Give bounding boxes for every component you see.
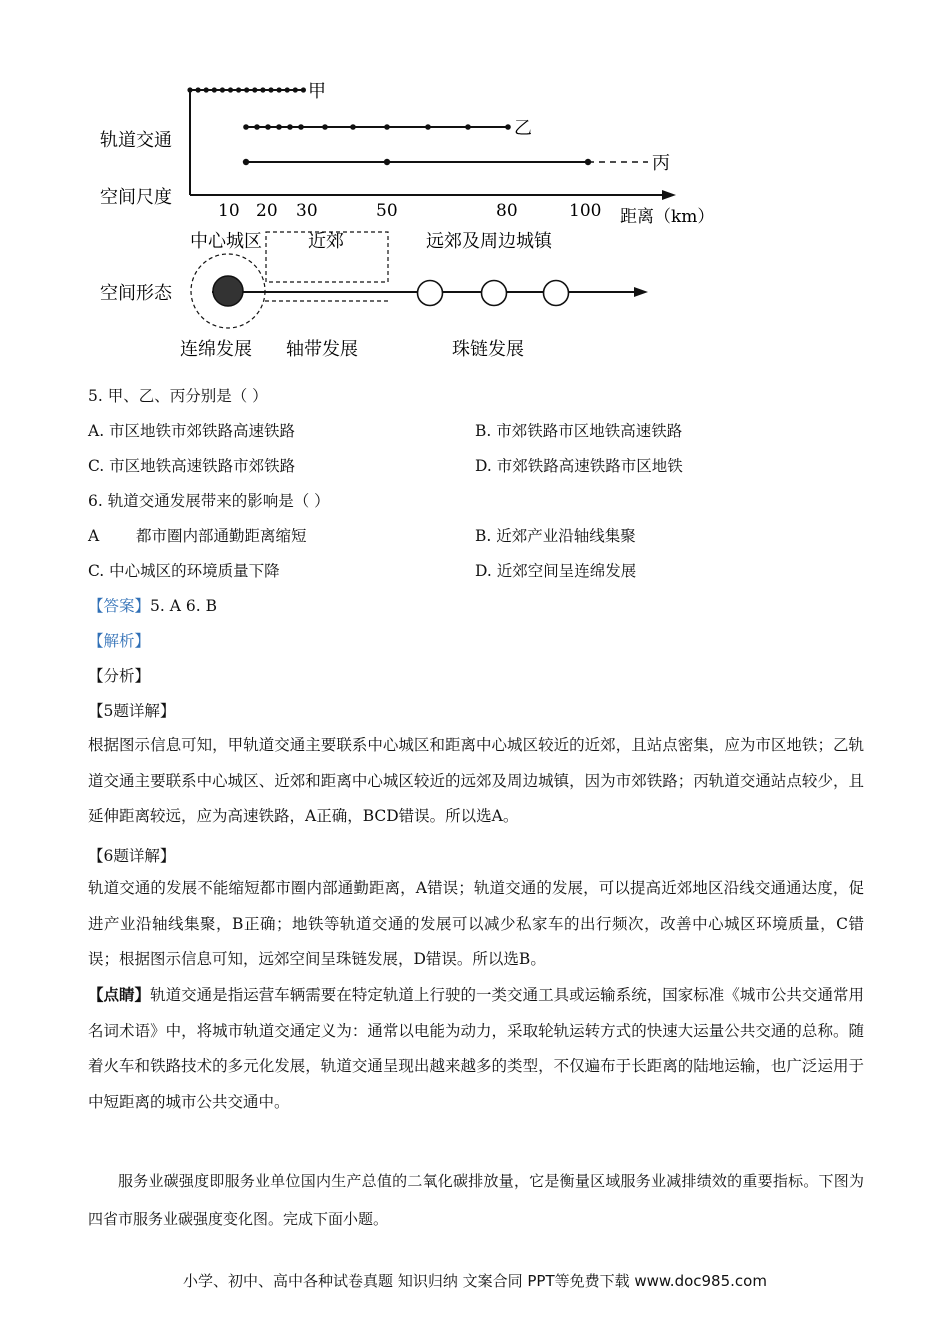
q6-option-a-letter: A — [88, 527, 100, 545]
jia-station-dot — [196, 87, 201, 92]
yi-station-dot — [298, 124, 304, 130]
rail-transit-diagram — [80, 70, 740, 380]
satellite-town-3 — [544, 281, 569, 306]
row-label-rail: 轨道交通 — [100, 130, 172, 151]
zone-center: 中心城区 — [190, 231, 262, 252]
jia-station-dot — [212, 87, 217, 92]
yi-station-dot — [287, 124, 293, 130]
jia-station-dot — [228, 87, 233, 92]
footer-text: 小学、初中、高中各种试卷真题 知识归纳 文案合同 PPT等免费下载 www.doc985.com — [183, 1272, 767, 1290]
yi-station-dot — [505, 124, 511, 130]
q5-option-c: C. 市区地铁高速铁路市郊铁路 — [88, 457, 296, 475]
tick-50: 50 — [376, 201, 398, 221]
q5-detail-tag: 【5题详解】 — [88, 702, 176, 720]
answer-tag: 【答案】 — [88, 597, 151, 615]
jia-station-dot — [301, 87, 306, 92]
q6-stem: 6. 轨道交通发展带来的影响是（ ） — [88, 492, 330, 510]
label-yi: 乙 — [514, 118, 532, 139]
dianjing-text: 轨道交通是指运营车辆需要在特定轨道上行驶的一类交通工具或运输系统，国家标准《城市公共交通常用名词术语》中，将城市轨道交通定义为：通常以电能为动力，采取轮轨运转方式的快速大运量公共交通的总称。随着火车和铁路技术的多元化发展，轨道交通呈现出越来越多的类型，不仅遍布于长距离的陆地运输，也广泛运用于中短距离的城市公共交通中。 — [88, 986, 864, 1111]
row-label-form: 空间形态 — [100, 283, 172, 304]
jia-station-dot — [252, 87, 257, 92]
q6-option-d: D. 近郊空间呈连绵发展 — [475, 562, 637, 580]
tick-30: 30 — [296, 201, 318, 221]
tick-100: 100 — [569, 201, 602, 221]
jia-station-dot — [187, 87, 192, 92]
form-axis-arrow — [634, 287, 648, 297]
q5-option-d: D. 市郊铁路高速铁路市区地铁 — [475, 457, 683, 475]
rail-bing-line — [243, 159, 648, 165]
mode-chain: 珠链发展 — [452, 339, 524, 360]
q5-option-b: B. 市郊铁路市区地铁高速铁路 — [475, 422, 683, 440]
satellite-town-2 — [482, 281, 507, 306]
q6-option-b: B. 近郊产业沿轴线集聚 — [475, 527, 636, 545]
satellite-town-1 — [418, 281, 443, 306]
jia-station-dot — [204, 87, 209, 92]
yi-station-dot — [465, 124, 471, 130]
q6-option-a-text: 都市圈内部通勤距离缩短 — [136, 527, 307, 545]
yi-station-dot — [350, 124, 356, 130]
fenxi-tag: 【分析】 — [88, 667, 151, 685]
row-label-scale: 空间尺度 — [100, 187, 172, 208]
answer-text: 5. A 6. B — [150, 597, 217, 615]
yi-station-dot — [254, 124, 260, 130]
mode-continuous: 连绵发展 — [180, 339, 252, 360]
jia-station-dot — [260, 87, 265, 92]
center-city-dot — [213, 276, 243, 306]
axis-label-distance: 距离（km） — [620, 207, 715, 227]
jia-station-dot — [285, 87, 290, 92]
tick-10: 10 — [218, 201, 240, 221]
zone-outer: 远郊及周边城镇 — [426, 231, 552, 252]
jia-station-dot — [220, 87, 225, 92]
label-bing: 丙 — [652, 153, 670, 174]
yi-station-dot — [265, 124, 271, 130]
jia-station-dot — [244, 87, 249, 92]
q5-detail-text: 根据图示信息可知，甲轨道交通主要联系中心城区和距离中心城区较近的近郊，且站点密集，应为市区地铁；乙轨道交通主要联系中心城区、近郊和距离中心城区较近的远郊及周边城镇，因为市郊铁路；丙轨道交通站点较少，且延伸距离较远，应为高速铁路，A正确，BCD错误。所以选A。 — [88, 736, 864, 825]
dianjing-tag: 【点睛】 — [88, 985, 151, 1004]
tick-80: 80 — [496, 201, 518, 221]
dianjing-paragraph — [88, 977, 864, 1120]
yi-station-dot — [384, 124, 390, 130]
jia-station-dot — [236, 87, 241, 92]
analysis-tag: 【解析】 — [88, 632, 151, 650]
q5-stem: 5. 甲、乙、丙分别是（ ） — [88, 387, 268, 405]
q5-option-a: A. 市区地铁市郊铁路高速铁路 — [88, 422, 296, 440]
yi-station-dot — [243, 124, 249, 130]
jia-station-dot — [277, 87, 282, 92]
q6-detail-tag: 【6题详解】 — [88, 847, 176, 865]
rail-jia-line — [187, 87, 306, 92]
yi-station-dot — [425, 124, 431, 130]
jia-station-dot — [293, 87, 298, 92]
yi-station-dot — [322, 124, 328, 130]
next-intro-paragraph: 服务业碳强度即服务业单位国内生产总值的二氧化碳排放量，它是衡量区域服务业减排绩效的重要指标。下图为四省市服务业碳强度变化图。完成下面小题。 — [88, 1172, 864, 1228]
tick-20: 20 — [256, 201, 278, 221]
q6-detail-text: 轨道交通的发展不能缩短都市圈内部通勤距离，A错误；轨道交通的发展，可以提高近郊地区沿线交通通达度，促进产业沿轴线集聚，B正确；地铁等轨道交通的发展可以减少私家车的出行频次，改善中心城区环境质量，C错误；根据图示信息可知，远郊空间呈珠链发展，D错误。所以选B。 — [88, 879, 864, 968]
answer-line — [88, 596, 217, 616]
mode-axial: 轴带发展 — [286, 339, 358, 360]
q6-option-c: C. 中心城区的环境质量下降 — [88, 562, 280, 580]
yi-station-dot — [276, 124, 282, 130]
zone-suburb: 近郊 — [308, 231, 344, 252]
label-jia: 甲 — [308, 81, 326, 102]
jia-station-dot — [268, 87, 273, 92]
distance-axis-arrow — [662, 190, 676, 200]
rail-yi-line — [243, 124, 511, 130]
